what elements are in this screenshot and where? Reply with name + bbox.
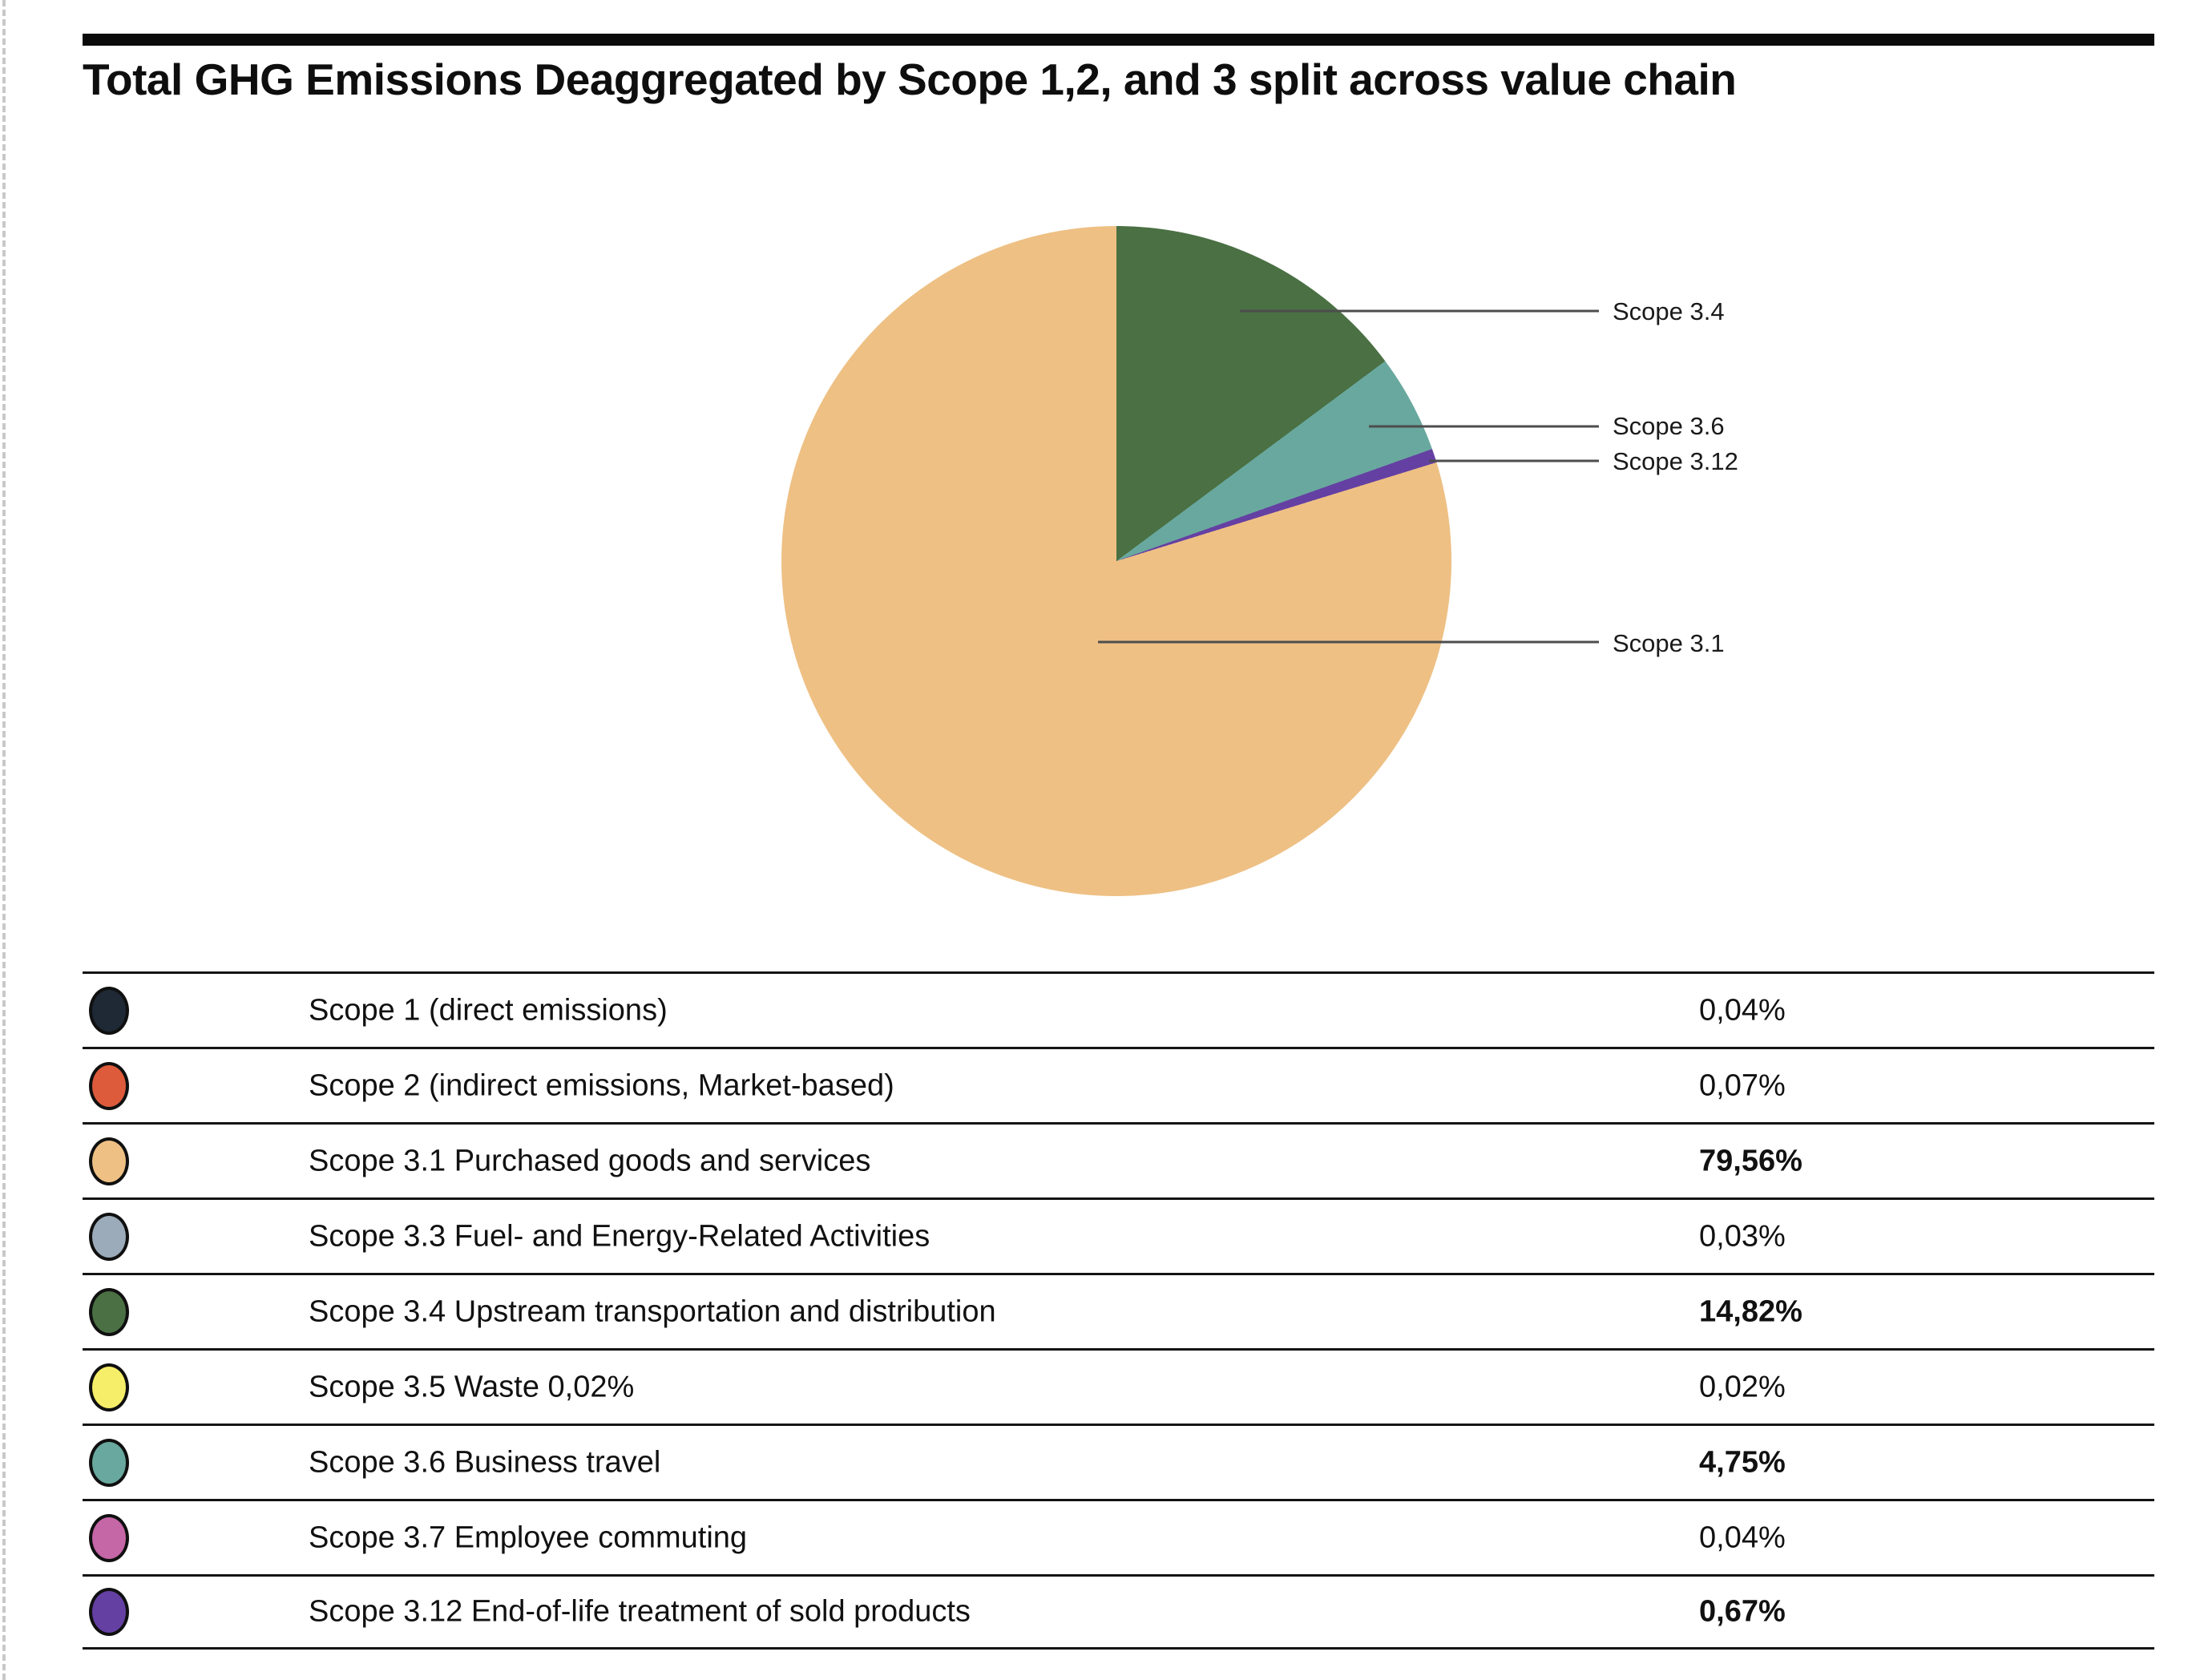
legend-dot-scope-2 (89, 1062, 129, 1110)
legend-dot-scope-3-1 (89, 1137, 129, 1185)
legend-label: Scope 3.1 Purchased goods and services (309, 1144, 871, 1177)
table-row-scope-2 (83, 1047, 2154, 1122)
legend-value: 0,02% (1699, 1370, 1786, 1403)
table-row-scope-3-4 (83, 1273, 2154, 1348)
legend-dot-scope-3-7 (89, 1514, 129, 1562)
legend-label: Scope 3.4 Upstream transportation and distribution (309, 1294, 996, 1328)
table-row-scope-3-3 (83, 1197, 2154, 1273)
legend-value: 79,56% (1699, 1144, 1802, 1177)
page-scan-edge (2, 0, 6, 1680)
legend-value: 4,75% (1699, 1445, 1786, 1479)
legend-dot-scope-3-3 (89, 1213, 129, 1261)
pie-label-scope-3-12: Scope 3.12 (1613, 447, 1738, 475)
table-row-scope-1 (83, 971, 2154, 1047)
legend-value: 0,67% (1699, 1594, 1786, 1629)
legend-value: 14,82% (1699, 1294, 1802, 1328)
legend-dot-scope-3-12 (89, 1588, 129, 1636)
table-row-scope-3-5 (83, 1348, 2154, 1424)
table-row-scope-3-12 (83, 1574, 2154, 1650)
legend-dot-scope-3-6 (89, 1439, 129, 1487)
legend-label: Scope 2 (indirect emissions, Market-based) (309, 1068, 894, 1102)
table-row-scope-3-7 (83, 1499, 2154, 1574)
legend-label: Scope 3.12 End-of-life treatment of sold products (309, 1594, 971, 1629)
legend-label: Scope 3.7 Employee commuting (309, 1520, 748, 1554)
table-row-scope-3-1 (83, 1122, 2154, 1197)
legend-label: Scope 3.5 Waste 0,02% (309, 1370, 635, 1403)
pie-label-scope-3-4: Scope 3.4 (1613, 297, 1725, 325)
legend-value: 0,07% (1699, 1068, 1786, 1102)
legend-value: 0,04% (1699, 1520, 1786, 1554)
legend-value: 0,04% (1699, 993, 1786, 1027)
legend-label: Scope 3.3 Fuel- and Energy-Related Activities (309, 1219, 930, 1253)
pie-label-scope-3-6: Scope 3.6 (1613, 412, 1725, 440)
legend-dot-scope-1 (89, 987, 129, 1035)
page-title: Total GHG Emissions Deaggregated by Scope 1,2, and 3 split across value chain (83, 55, 1737, 104)
legend-dot-scope-3-4 (89, 1288, 129, 1336)
legend-table (83, 971, 2154, 1650)
pie-chart (781, 226, 1451, 896)
legend-label: Scope 1 (direct emissions) (309, 993, 668, 1027)
legend-label: Scope 3.6 Business travel (309, 1445, 661, 1479)
legend-dot-scope-3-5 (89, 1363, 129, 1411)
table-row-scope-3-6 (83, 1424, 2154, 1499)
pie-label-scope-3-1: Scope 3.1 (1613, 629, 1725, 657)
title-rule (83, 34, 2154, 46)
legend-value: 0,03% (1699, 1219, 1786, 1253)
